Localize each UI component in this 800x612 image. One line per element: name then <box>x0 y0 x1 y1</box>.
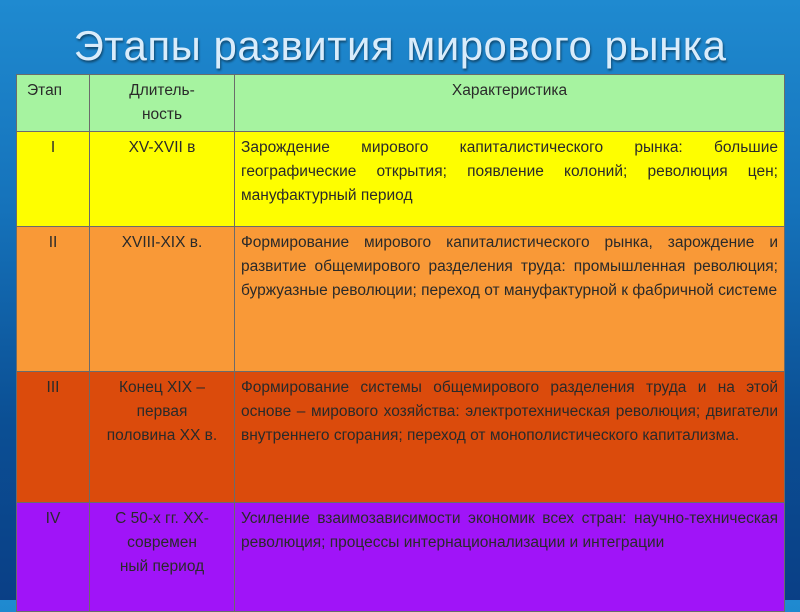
header-stage: Этап <box>17 75 90 132</box>
stage-description: Усиление взаимозависимости экономик всех стран: научно-техническая революция; процессы интернационализации и интеграции <box>235 503 785 612</box>
table-header-row <box>17 75 785 132</box>
stages-table <box>16 74 785 612</box>
stage-description: Формирование мирового капиталистического рынка, зарождение и развитие общемирового разделения труда: промышленная революция; буржуазные революции; переход от мануфактурной к фабричной системе <box>235 227 785 372</box>
table-row <box>17 372 785 503</box>
stage-description: Формирование системы общемирового разделения труда и на этой основе – мирового хозяйства: электротехническая революция; двигатели внутреннего сгорания; переход от монополистического капитализма. <box>235 372 785 503</box>
stage-duration: С 50-х гг. XX- современ ный период <box>90 503 235 612</box>
stage-number: I <box>17 132 90 227</box>
stage-description: Зарождение мирового капиталистического рынка: большие географические открытия; появление колоний; революция цен; мануфактурный период <box>235 132 785 227</box>
stage-number: IV <box>17 503 90 612</box>
table-row <box>17 503 785 612</box>
stage-duration: XV-XVII в <box>90 132 235 227</box>
header-duration: Длитель- ность <box>90 75 235 132</box>
header-description: Характеристика <box>235 75 785 132</box>
page-title: Этапы развития мирового рынка <box>73 22 727 69</box>
table-row <box>17 132 785 227</box>
table-row <box>17 227 785 372</box>
stage-duration: XVIII-XIX в. <box>90 227 235 372</box>
stage-number: II <box>17 227 90 372</box>
stage-number: III <box>17 372 90 503</box>
stage-duration: Конец XIX – первая половина XX в. <box>90 372 235 503</box>
